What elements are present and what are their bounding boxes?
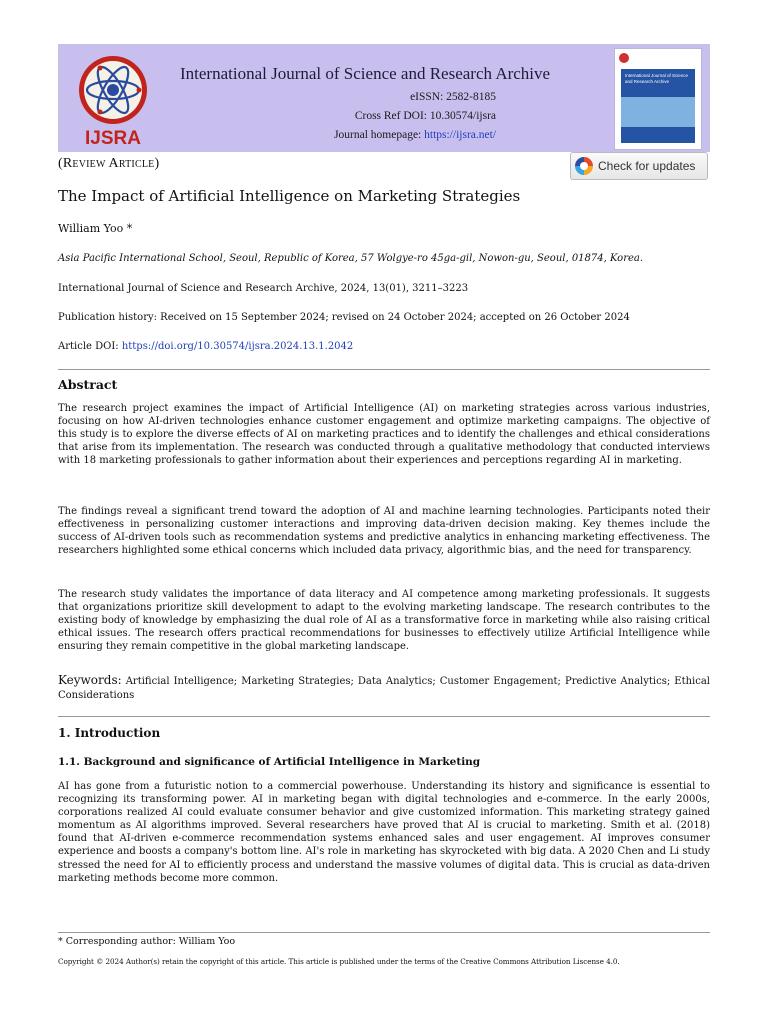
doi-link[interactable]: https://doi.org/10.30574/ijsra.2024.13.1.2042 [121, 341, 354, 352]
divider [58, 369, 710, 370]
article-title: The Impact of Artificial Intelligence on Marketing Strategies [58, 187, 521, 205]
svg-text:IJSRA: IJSRA [85, 128, 141, 148]
affiliation: Asia Pacific International School, Seoul, Republic of Korea, 57 Wolgye-ro 45ga-gil, Nowon-gu, Seoul, 01874, Korea. [58, 253, 644, 264]
check-for-updates-label: Check for updates [598, 159, 696, 173]
introduction-heading: 1. Introduction [58, 726, 161, 740]
divider [58, 716, 710, 717]
article-doi: Article DOI: https://doi.org/10.30574/ijsra.2024.13.1.2042 [58, 341, 354, 352]
footnote-divider [58, 932, 710, 933]
abstract-paragraph-3: The research study validates the importance of data literacy and AI competence among marketing professionals. It suggests that organizations prioritize skill development to adapt to the evolving marketing landscape. The research contributes to the existing body of knowledge by emphasizing the dual role of AI as a transformative force in marketing while also raising critical ethical issues. The research offers practical recommendations for businesses to effectively utilize Artificial Intelligence while ensuring they remain competitive in the global marketing landscape. [58, 589, 710, 653]
journal-title: International Journal of Science and Research Archive [180, 64, 551, 83]
section-1-1-heading: 1.1. Background and significance of Artificial Intelligence in Marketing [58, 756, 481, 768]
abstract-paragraph-2: The findings reveal a significant trend toward the adoption of AI and machine learning technologies. Participants noted their effectiveness in personalizing customer interactions and improving data-driven decision making. Key themes include the success of AI-driven tools such as recommendation systems and predictive analytics in enhancing marketing effectiveness. The researchers highlighted some ethical concerns which included data privacy, algorithmic bias, and the need for transparency. [58, 506, 710, 557]
publication-history: Publication history: Received on 15 September 2024; revised on 24 October 2024; accepted on 26 October 2024 [58, 312, 630, 323]
article-type: (Review Article) [58, 156, 160, 171]
journal-meta [180, 88, 600, 145]
introduction-paragraph-1: AI has gone from a futuristic notion to a commercial powerhouse. Understanding its history and significance is essential to recognizing its transforming power. AI in marketing began with digital technologies and e-commerce. In the early 2000s, corporations realized AI could evaluate consumer behavior and give customized information. This marketing strategy gained momentum as AI algorithms improved. Several researchers have proved that AI is crucial to marketing. Smith et al. (2018) found that AI-driven e-commerce recommendation systems enhanced sales and user engagement. AI improves consumer experience and boosts a company's bottom line. AI's role in marketing has skyrocketed with big data. A 2020 Chen and Li study stressed the need for AI to efficiently process and understand the massive volumes of digital data. This is crucial as data-driven marketing methods become more common. [58, 781, 710, 884]
atom-logo-icon [70, 50, 156, 148]
keywords-label: Keywords: [58, 673, 122, 687]
keywords [58, 673, 710, 703]
journal-homepage: Journal homepage: https://ijsra.net/ [334, 129, 496, 141]
cover-logo-icon [619, 53, 629, 63]
journal-logo [70, 50, 156, 148]
citation: International Journal of Science and Research Archive, 2024, 13(01), 3211–3223 [58, 283, 469, 294]
check-for-updates-button[interactable] [570, 152, 708, 180]
crossref-doi: Cross Ref DOI: 10.30574/ijsra [354, 110, 496, 122]
journal-header [58, 44, 710, 152]
abstract-paragraph-1: The research project examines the impact of Artificial Intelligence (AI) on marketing strategies across various industries, focusing on how AI-driven technologies enhance customer engagement and optimize marketing campaigns. The objective of this study is to explore the diverse effects of AI on marketing practices and to identify the challenges and ethical considerations that arise from its implementation. The research was conducted through a qualitative methodology that conducted interviews with 18 marketing professionals to gather information about their experiences and perceptions regarding AI in marketing. [58, 403, 710, 467]
copyright-notice: Copyright © 2024 Author(s) retain the copyright of this article. This article is published under the terms of the Creative Commons Attribution Liscense 4.0. [58, 957, 620, 966]
keywords-text: Artificial Intelligence; Marketing Strategies; Data Analytics; Customer Engagement; Predictive Analytics; Ethical Considerations [58, 676, 710, 701]
author: William Yoo * [58, 222, 133, 235]
crossmark-icon [575, 157, 593, 175]
corresponding-author-footnote: * Corresponding author: William Yoo [58, 936, 236, 947]
homepage-link[interactable]: https://ijsra.net/ [424, 129, 496, 141]
journal-cover-thumbnail [614, 48, 702, 150]
abstract-heading: Abstract [58, 377, 118, 392]
eissn: eISSN: 2582-8185 [410, 91, 496, 103]
cover-title: International Journal of Science and Research Archive [625, 73, 689, 84]
